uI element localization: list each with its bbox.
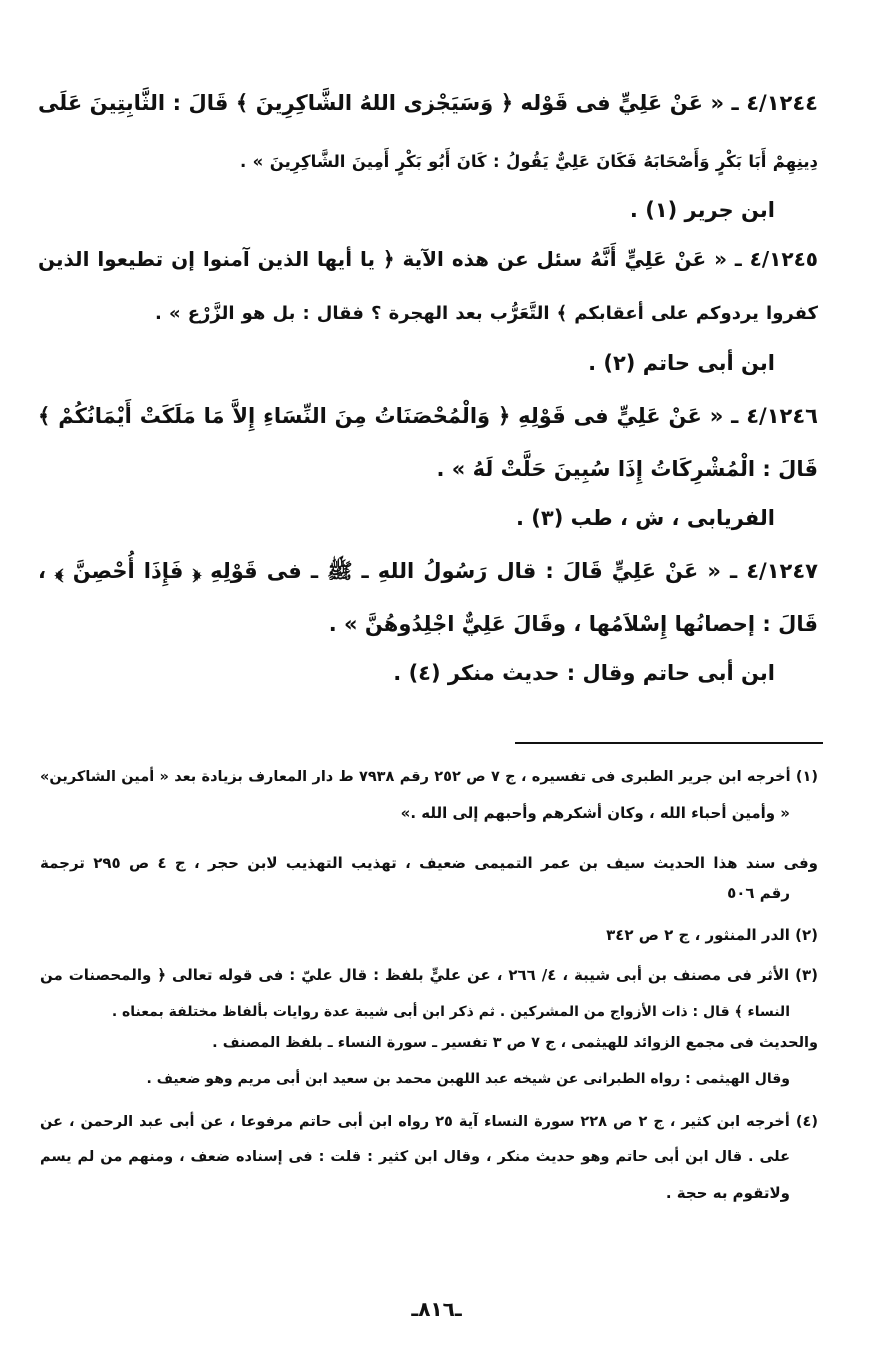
entry-1245-line-2: كفروا يردوكم على أعقابكم ﴾ التَّعَرُّب بعد الهجرة ؟ فقال : بل هو الزَّرْع » . <box>155 303 818 324</box>
footnote-1-line-1: (١) أخرجه ابن جرير الطبرى فى تفسيره ، ج ٧ ص ٢٥٢ رقم ٧٩٣٨ ط دار المعارف بزيادة بعد « أمين الشاكرين» <box>40 769 818 785</box>
entry-1244-line-1: ٤/١٢٤٤ ـ « عَنْ عَلِيٍّ فى قَوْله ﴿ وَسَيَجْزى اللهُ الشَّاكِرِينَ ﴾ قَالَ : الثَّابِتِينَ عَلَى <box>38 91 818 115</box>
entry-1244-line-2: دِينِهِمْ أَبَا بَكْرٍ وَأَصْحَابَهُ فَكَانَ عَلِيٌّ يَقُولُ : كَانَ أَبُو بَكْرٍ أَمِينَ الشَّاكِرِينَ » . <box>240 152 818 171</box>
footnote-1-line-3: وفى سند هذا الحديث سيف بن عمر التميمى ضعيف ، تهذيب التهذيب لابن حجر ، ج ٤ ص ٢٩٥ ترجمة <box>40 854 818 872</box>
footnote-4-line-1: (٤) أخرجه ابن كثير ، ج ٢ ص ٢٢٨ سورة النساء آية ٢٥ رواه ابن أبى حاتم مرفوعا ، عن أبى عبد الرحمن ، عن <box>40 1114 818 1130</box>
footnote-1-line-4: رقم ٥٠٦ <box>727 884 790 902</box>
entry-1247-line-2: قَالَ : إحصانُها إِسْلاَمُها ، وقَالَ عَلِيٌّ اجْلِدُوهُنَّ » . <box>328 612 818 636</box>
entry-1247-source: ابن أبى حاتم وقال : حديث منكر (٤) . <box>393 661 775 685</box>
page-number: ـ٨١٦ـ <box>411 1297 462 1321</box>
entry-1244-source: ابن جرير (١) . <box>629 198 775 222</box>
footnote-4-line-2: على . قال ابن أبى حاتم وهو حديث منكر ، وقال ابن كثير : قلت : فى إسناده ضعف ، ومنهم من لم يسم <box>40 1149 790 1165</box>
footnote-3-line-4: وقال الهيثمى : رواه الطبرانى عن شيخه عبد اللهبن محمد بن سعيد ابن أبى مريم وهو ضعيف . <box>146 1071 790 1087</box>
entry-1245-line-1: ٤/١٢٤٥ ـ « عَنْ عَلِيٍّ أَنَّهُ سئل عن هذه الآية ﴿ يا أيها الذين آمنوا إن تطيعوا الذين <box>38 247 818 271</box>
entry-1246-line-1: ٤/١٢٤٦ ـ « عَنْ عَلِيٍّ فى قَوْلِهِ ﴿ وَالْمُحْصَنَاتُ مِنَ النِّسَاءِ إِلاَّ مَا مَلَكَتْ أَيْمَانُكُمْ ﴾ <box>38 404 818 428</box>
entry-1245-source: ابن أبى حاتم (٢) . <box>588 351 775 375</box>
entry-1247-line-1: ٤/١٢٤٧ ـ « عَنْ عَلِيٍّ قَالَ : قال رَسُولُ اللهِ ـ ﷺ ـ فى قَوْلِهِ ﴿ فَإِذَا أُحْصِنَّ ﴾ ، <box>38 559 818 583</box>
footnote-3-line-2: النساء ﴾ قال : ذات الأزواج من المشركين . ثم ذكر ابن أبى شيبة عدة روايات بألفاظ مختلفة بمعناه . <box>111 1004 790 1020</box>
footnote-3-line-1: (٣) الأثر فى مصنف بن أبى شيبة ، ٤/ ٢٦٦ ، عن عليٍّ بلفظ : قال عليّ : فى قوله تعالى ﴿ والمحصنات من <box>40 966 818 984</box>
footnote-3-line-3: والحديث فى مجمع الزوائد للهيثمى ، ج ٧ ص ٣ تفسير ـ سورة النساء ـ بلفظ المصنف . <box>212 1035 818 1051</box>
entry-1246-source: الفريابى ، ش ، طب (٣) . <box>516 506 775 530</box>
footnote-2-line-1: (٢) الدر المنثور ، ج ٢ ص ٣٤٢ <box>606 926 818 944</box>
footnote-1-line-2: « وأمين أحباء الله ، وكان أشكرهم وأحبهم إلى الله .» <box>400 804 790 822</box>
footnote-4-line-3: ولاتقوم به حجة . <box>665 1184 790 1202</box>
entry-1246-line-2: قَالَ : الْمُشْرِكَاتُ إِذَا سُبِينَ حَلَّتْ لَهُ » . <box>436 457 818 481</box>
footnote-separator <box>515 742 823 744</box>
